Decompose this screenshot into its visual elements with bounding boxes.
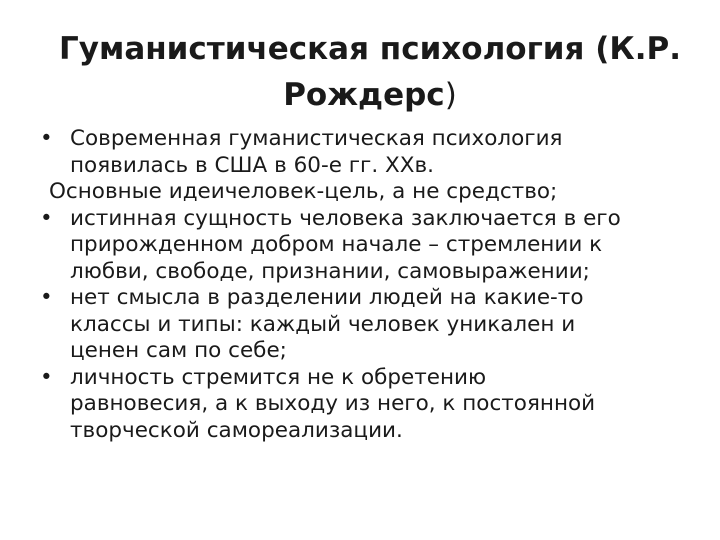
list-item-line: прирожденном добром начале – стремлении к bbox=[70, 232, 603, 257]
slide-title-paren: ) bbox=[444, 77, 457, 113]
plain-paragraph bbox=[0, 179, 720, 206]
list-item-line: нет смысла в разделении людей на какие-то bbox=[70, 285, 584, 310]
slide-title-line-1: Гуманистическая психология (К.Р. bbox=[59, 31, 681, 67]
list-item-line: любви, свободе, признании, самовыражении; bbox=[70, 258, 590, 284]
bullet-icon: • bbox=[40, 364, 53, 390]
bullet-icon: • bbox=[40, 205, 53, 231]
list-item-line: появилась в США в 60-е гг. ХХв. bbox=[70, 152, 434, 178]
list-item-line: равновесия, а к выходу из него, к постоянной bbox=[70, 391, 596, 416]
slide-title-line-2 bbox=[20, 72, 720, 118]
bullet-icon: • bbox=[40, 126, 53, 151]
list-item-line: творческой самореализации. bbox=[70, 417, 403, 443]
list-item-line: Современная гуманистическая психология bbox=[70, 126, 563, 151]
bullet-icon: • bbox=[40, 285, 53, 310]
list-item bbox=[0, 126, 720, 179]
slide-title-name: Рождерс bbox=[283, 77, 445, 113]
list-item bbox=[0, 285, 720, 365]
list-item-line: истинная сущность человека заключается в его bbox=[70, 205, 621, 231]
list-item-text bbox=[70, 285, 720, 365]
list-item-line: ценен сам по себе; bbox=[70, 338, 287, 363]
list-item bbox=[0, 365, 720, 445]
list-item-text bbox=[70, 206, 720, 286]
slide-title bbox=[20, 26, 720, 118]
list-item-text bbox=[70, 126, 720, 179]
list-item bbox=[0, 206, 720, 286]
list-item-line: классы и типы: каждый человек уникален и bbox=[70, 311, 576, 337]
paragraph-line: Основные идеичеловек-цель, а не средство; bbox=[49, 179, 558, 204]
slide-body bbox=[0, 126, 720, 444]
list-item-line: личность стремится не к обретению bbox=[70, 364, 487, 390]
list-item-text bbox=[70, 365, 720, 445]
